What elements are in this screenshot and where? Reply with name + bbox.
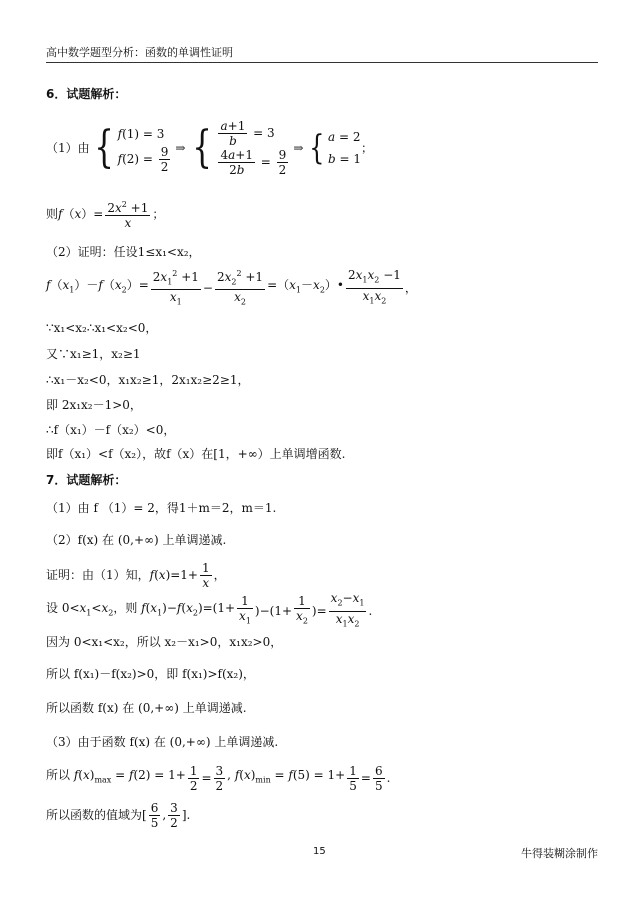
page-header-title: 高中数学题型分析：函数的单调性证明 <box>46 46 233 59</box>
problem-7-heading: 7．试题解析： <box>46 473 127 487</box>
problem-6-line-4: 即 2x₁x₂－1>0， <box>46 398 142 412</box>
problem-6-line-6: 即f（x₁）<f（x₂），故f（x）在[1，+∞）上单调增函数. <box>46 447 346 461</box>
problem-7-proof-intro: 证明：由（1）知， f(x)=1+ $\frac{1}{x}$ ， <box>46 560 226 590</box>
problem-7-therefore-2: 所以函数 f(x) 在 (0,+∞) 上单调递减. <box>46 701 247 715</box>
problem-6-line-2: 又∵x₁≥1，x₂≥1 <box>46 347 141 361</box>
problem-6-step2-intro: （2）证明：任设1≤x₁<x₂， <box>46 245 201 259</box>
problem-7-step-3: （3）由于函数 f(x) 在 (0,+∞) 上单调递减. <box>46 735 279 749</box>
problem-6-line-1: ∵x₁<x₂∴x₁<x₂<0， <box>46 321 158 335</box>
problem-6-line-3: ∴x₁－x₂<0，x₁x₂≥1，2x₁x₂≥2≥1， <box>46 373 250 387</box>
header-rule <box>46 62 598 63</box>
problem-6-fx: 则 f（x）= $\frac{2x^2 +1}{x}$ ； <box>46 200 165 230</box>
system-1: f(1) = 3 f(2) = $\frac{9}{2}$ <box>117 126 169 174</box>
footer-maker: 牛得装糊涂制作 <box>521 847 598 860</box>
left-brace-1: { <box>93 122 114 173</box>
problem-6-difference: $f(x_1)-f(x_2)=$ $\frac{2x_1^2 +1}{x_1}$ − $\frac{2x_2^2 +1}{x_2}$ $=(x_1-x_2)•$ $2x_1x_2 -1$ $x_1x_2$ ， <box>46 268 417 307</box>
problem-7-because: 因为 0<x₁<x₂，所以 x₂－x₁>0，x₁x₂>0， <box>46 635 283 649</box>
problem-7-range: 所以函数的值域为 [ 6 5 , 3 2 ]. <box>46 800 191 830</box>
problem-7-difference: 设 $0<x_1<x_2$，则 $f(x_1)-f(x_2)=(1+$ $\frac{1}{x_1}$ )−(1+ $\frac{1}{x_2}$ )= $\frac{x_2-x_1}{x_1x_2}$ . <box>46 591 373 628</box>
system-2: $\frac{a+1}{b}$ = 3 $\frac{4a+1}{2b}$ = $\frac{9}{2}$ <box>220 119 287 177</box>
problem-6-system: （1）由 { f(1) = 3 f(2) = $\frac{9}{2}$ ⇒ { $\frac{a+1}{b}$ = 3 $\frac{4a+1}{2b}$ = $\frac{9}{2}$ ⇒ { a = 2 b = 1 ； <box>46 119 374 177</box>
left-brace-2: { <box>192 122 213 173</box>
problem-6-heading: 6．试题解析： <box>46 87 127 101</box>
page-number: 15 <box>313 846 326 857</box>
problem-7-step-2: （2）f(x) 在 (0,+∞) 上单调递减. <box>46 533 227 547</box>
problem-7-therefore-1: 所以 f(x₁)－f(x₂)>0，即 f(x₁)>f(x₂)， <box>46 667 255 681</box>
left-brace-3: { <box>309 128 325 168</box>
problem-7-max-min: 所以 $f(x)_{max} = f(2) = 1+$ $\frac{1}{2}$ = $\frac{3}{2}$ , $f(x)_{min} = f(5) = 1+$ $\frac{1}{5}$ = $\frac{6}{5}$ . <box>46 763 391 793</box>
problem-6-line-5: ∴f（x₁）－f（x₂）<0， <box>46 423 176 437</box>
step1-prefix: （1）由 <box>46 141 90 155</box>
problem-7-step-1: （1）由 f （1）= 2，得1＋m＝2，m＝1. <box>46 501 277 515</box>
system-3: a = 2 b = 1 <box>328 130 362 166</box>
